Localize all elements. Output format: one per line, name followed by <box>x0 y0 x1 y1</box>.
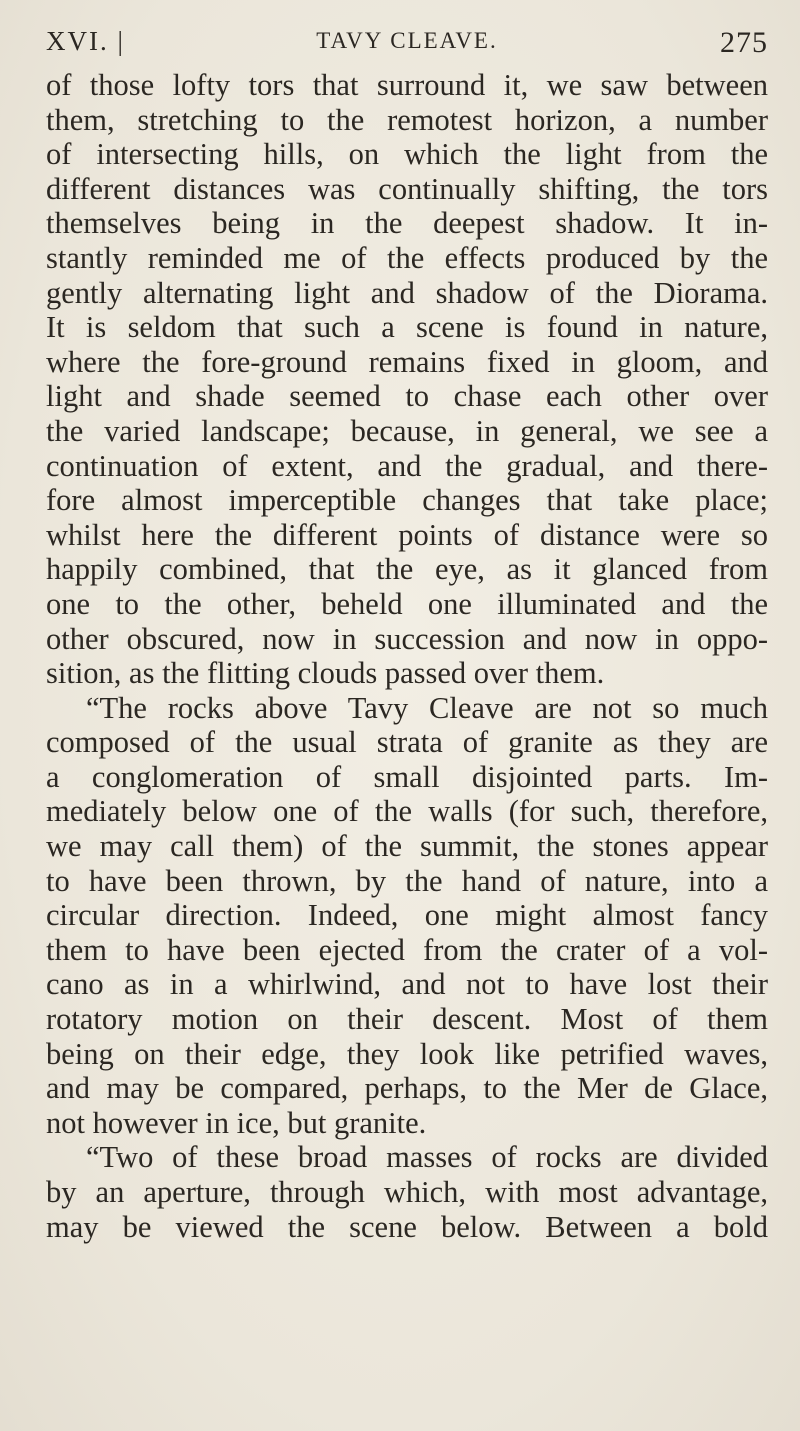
text-line: one to the other, beheld one illuminated and the <box>46 586 768 621</box>
text-line: gently alternating light and shadow of the Diorama. <box>46 275 768 310</box>
text-line: of those lofty tors that surround it, we saw between <box>46 68 768 102</box>
text-line: rotatory motion on their descent. Most of them <box>46 1002 768 1037</box>
text-line: circular direction. Indeed, one might almost fancy <box>46 898 768 933</box>
text-line: where the fore-ground remains fixed in gloom, and <box>46 344 768 379</box>
paragraph-end-line: not however in ice, but granite. <box>46 1105 427 1140</box>
paragraph-end-line: sition, as the flitting clouds passed over them. <box>46 656 605 691</box>
text-line: may be viewed the scene below. Between a bold <box>46 1209 768 1244</box>
running-title: TAVY CLEAVE. <box>316 28 498 53</box>
text-line: of intersecting hills, on which the light from the <box>46 137 768 172</box>
paragraph-start-line: “The rocks above Tavy Cleave are not so much <box>86 690 768 725</box>
text-line: and may be compared, perhaps, to the Mer de Glace, <box>46 1071 768 1106</box>
text-line: happily combined, that the eye, as it glanced from <box>46 552 768 587</box>
body-text <box>46 68 768 1244</box>
paragraph-start-line: “Two of these broad masses of rocks are divided <box>86 1140 768 1175</box>
text-line: cano as in a whirlwind, and not to have lost their <box>46 967 768 1002</box>
text-line: other obscured, now in succession and now in oppo- <box>46 621 768 656</box>
text-line: whilst here the different points of distance were so <box>46 517 768 552</box>
text-line: the varied landscape; because, in general, we see a <box>46 413 768 448</box>
text-line: being on their edge, they look like petrified waves, <box>46 1036 768 1071</box>
text-line: mediately below one of the walls (for such, therefore, <box>46 794 768 829</box>
text-line: light and shade seemed to chase each other over <box>46 379 768 414</box>
text-line: themselves being in the deepest shadow. It in- <box>46 206 768 241</box>
running-head <box>46 26 768 60</box>
text-line: composed of the usual strata of granite as they are <box>46 725 768 760</box>
text-line: different distances was continually shifting, the tors <box>46 171 768 206</box>
page-number: 275 <box>720 26 768 59</box>
text-line: them to have been ejected from the crater of a vol- <box>46 932 768 967</box>
text-line: continuation of extent, and the gradual, and there- <box>46 448 768 483</box>
chapter-number: XVI. | <box>46 26 125 56</box>
text-line: stantly reminded me of the effects produced by the <box>46 240 768 275</box>
text-line: by an aperture, through which, with most advantage, <box>46 1175 768 1209</box>
text-line: a conglomeration of small disjointed parts. Im- <box>46 759 768 794</box>
text-line: fore almost imperceptible changes that take place; <box>46 483 768 518</box>
text-line: them, stretching to the remotest horizon, a number <box>46 102 768 137</box>
text-line: It is seldom that such a scene is found in nature, <box>46 310 768 345</box>
text-line: we may call them) of the summit, the stones appear <box>46 829 768 864</box>
text-line: to have been thrown, by the hand of nature, into a <box>46 863 768 898</box>
